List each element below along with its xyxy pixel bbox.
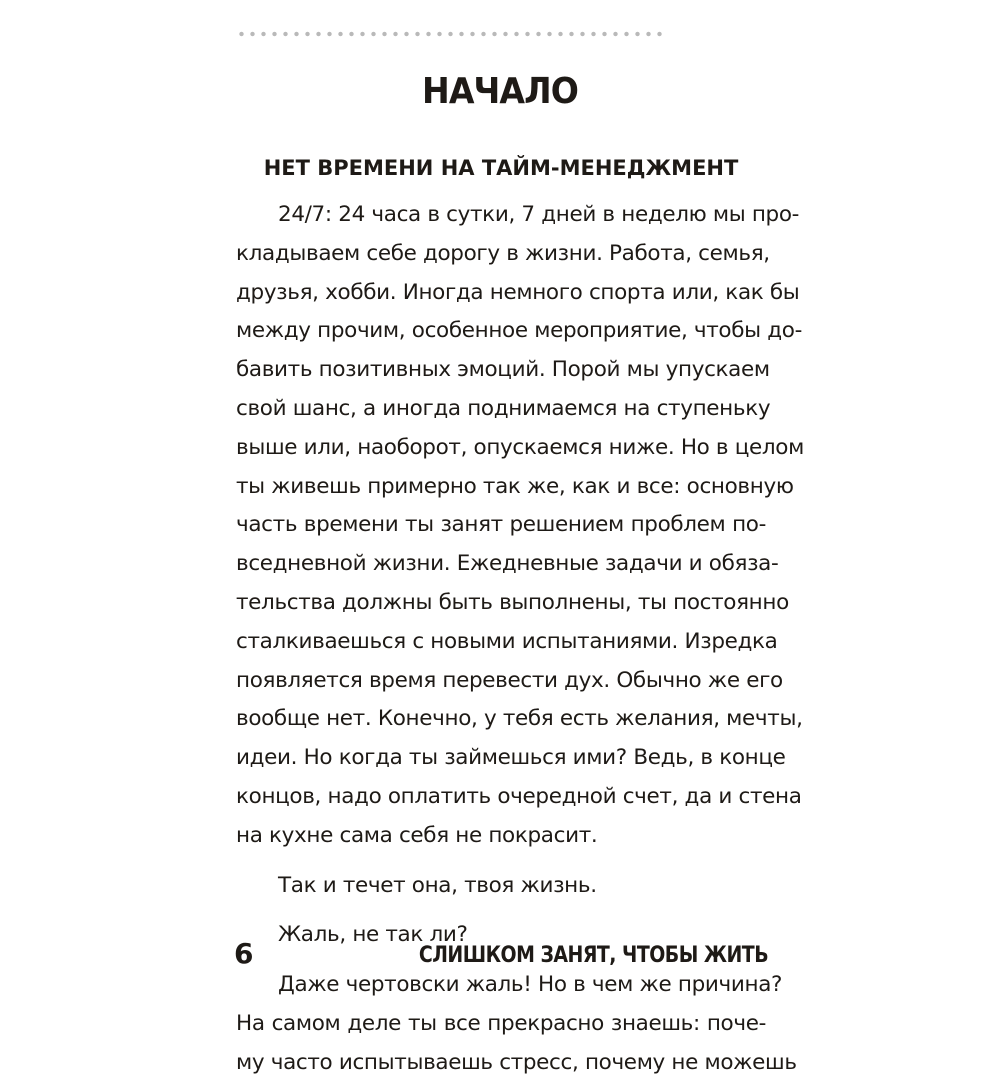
text-line: выше или, наоборот, опускаемся ниже. Но в целом bbox=[236, 434, 804, 460]
running-title: СЛИШКОМ ЗАНЯТ, ЧТОБЫ ЖИТЬ bbox=[418, 943, 768, 968]
decorative-dotted-rule bbox=[236, 31, 662, 37]
text-line: идеи. Но когда ты займешься ими? Ведь, в конце bbox=[236, 745, 786, 771]
text-line: часть времени ты занят решением проблем по- bbox=[236, 512, 766, 538]
chapter-title: НАЧАЛО bbox=[422, 71, 578, 112]
text-line: Даже чертовски жаль! Но в чем же причина? bbox=[278, 972, 783, 998]
text-line: 24/7: 24 часа в сутки, 7 дней в неделю мы про- bbox=[278, 202, 800, 227]
paragraph bbox=[236, 966, 797, 1082]
paragraph bbox=[236, 196, 804, 856]
text-line: кладываем себе дорогу в жизни. Работа, семья, bbox=[236, 240, 770, 266]
text-line: концов, надо оплатить очередной счет, да и стена bbox=[236, 783, 802, 809]
paragraph: Так и течет она, твоя жизнь. bbox=[278, 872, 597, 898]
text-line: сталкиваешься с новыми испытаниями. Изредка bbox=[236, 628, 778, 654]
text-line: тельства должны быть выполнены, ты постоянно bbox=[236, 589, 789, 615]
text-line: вообще нет. Конечно, у тебя есть желания, мечты, bbox=[236, 706, 803, 732]
text-line: ты живешь примерно так же, как и все: основную bbox=[236, 473, 794, 499]
text-line: вседневной жизни. Ежедневные задачи и обяза- bbox=[236, 551, 779, 577]
text-line: му часто испытываешь стресс, почему не можешь bbox=[236, 1049, 797, 1075]
paragraph: Жаль, не так ли? bbox=[278, 922, 468, 948]
text-line: бавить позитивных эмоций. Порой мы упускаем bbox=[236, 357, 770, 383]
text-line: между прочим, особенное мероприятие, чтобы до- bbox=[236, 318, 802, 344]
text-line: на кухне сама себя не покрасит. bbox=[236, 822, 598, 848]
text-line: свой шанс, а иногда поднимаемся на ступеньку bbox=[236, 395, 771, 421]
section-title: НЕТ ВРЕМЕНИ НА ТАЙМ-МЕНЕДЖМЕНТ bbox=[263, 156, 739, 180]
page-number: 6 bbox=[234, 937, 254, 970]
text-line: На самом деле ты все прекрасно знаешь: поче- bbox=[236, 1010, 766, 1036]
text-line: друзья, хобби. Иногда немного спорта или, как бы bbox=[236, 279, 800, 305]
text-line: появляется время перевести дух. Обычно же его bbox=[236, 667, 783, 693]
